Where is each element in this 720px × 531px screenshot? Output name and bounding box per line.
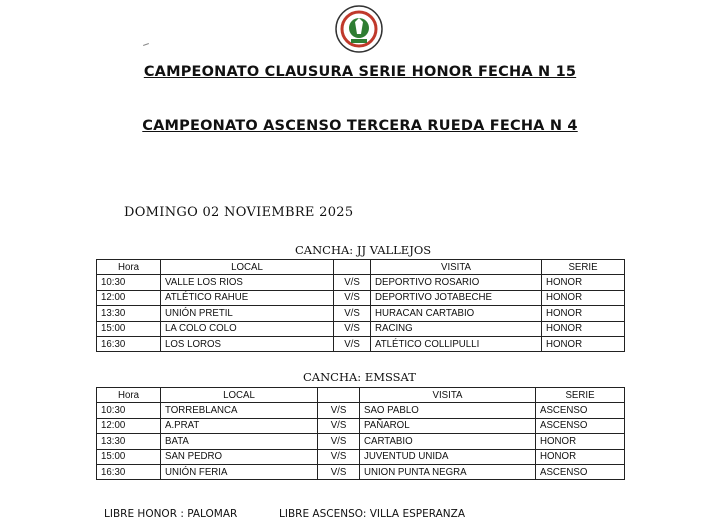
- table-row: [97, 434, 625, 449]
- header-hora: Hora: [97, 260, 161, 275]
- header-visita: VISITA: [360, 388, 536, 403]
- cell-hora: 10:30: [97, 403, 161, 418]
- cell-serie: HONOR: [536, 434, 625, 449]
- header-serie: SERIE: [542, 260, 625, 275]
- cell-serie: ASCENSO: [536, 464, 625, 479]
- cell-hora: 13:30: [97, 306, 161, 321]
- cell-visita: HURACAN CARTABIO: [371, 306, 542, 321]
- table-row: [97, 290, 625, 305]
- cell-vs: V/S: [318, 464, 360, 479]
- fixture-table-jj-vallejos: [96, 259, 625, 352]
- cell-local: VALLE LOS RIOS: [161, 275, 334, 290]
- cell-local: ATLÉTICO RAHUE: [161, 290, 334, 305]
- cell-vs: V/S: [318, 418, 360, 433]
- cell-hora: 12:00: [97, 418, 161, 433]
- cell-visita: CARTABIO: [360, 434, 536, 449]
- fixture-table-emssat: [96, 387, 625, 480]
- table-header-row: [97, 388, 625, 403]
- cell-local: SAN PEDRO: [161, 449, 318, 464]
- table-row: [97, 306, 625, 321]
- cell-vs: V/S: [334, 321, 371, 336]
- cancha-emssat: CANCHA: EMSSAT: [303, 370, 416, 384]
- cell-serie: ASCENSO: [536, 418, 625, 433]
- table-row: [97, 418, 625, 433]
- cell-visita: PAÑAROL: [360, 418, 536, 433]
- cell-local: UNIÓN FERIA: [161, 464, 318, 479]
- cell-local: LOS LOROS: [161, 336, 334, 351]
- libre-ascenso: LIBRE ASCENSO: VILLA ESPERANZA: [279, 508, 465, 520]
- cell-local: A.PRAT: [161, 418, 318, 433]
- cell-hora: 13:30: [97, 434, 161, 449]
- libre-honor: LIBRE HONOR : PALOMAR: [104, 508, 238, 520]
- header-visita: VISITA: [371, 260, 542, 275]
- header-hora: Hora: [97, 388, 161, 403]
- cell-visita: RACING: [371, 321, 542, 336]
- cell-hora: 10:30: [97, 275, 161, 290]
- cell-local: LA COLO COLO: [161, 321, 334, 336]
- cell-vs: V/S: [318, 449, 360, 464]
- cell-vs: V/S: [334, 275, 371, 290]
- title-ascenso: CAMPEONATO ASCENSO TERCERA RUEDA FECHA N 4: [142, 118, 578, 134]
- header-vs-blank: [334, 260, 371, 275]
- table-row: [97, 336, 625, 351]
- table-header-row: [97, 260, 625, 275]
- cell-hora: 15:00: [97, 321, 161, 336]
- cell-serie: ASCENSO: [536, 403, 625, 418]
- header-serie: SERIE: [536, 388, 625, 403]
- cell-serie: HONOR: [536, 449, 625, 464]
- table-row: [97, 321, 625, 336]
- cell-visita: UNION PUNTA NEGRA: [360, 464, 536, 479]
- cell-serie: HONOR: [542, 275, 625, 290]
- cell-visita: DEPORTIVO JOTABECHE: [371, 290, 542, 305]
- cell-vs: V/S: [334, 290, 371, 305]
- association-logo: [334, 4, 384, 54]
- cell-vs: V/S: [318, 403, 360, 418]
- title-clausura: CAMPEONATO CLAUSURA SERIE HONOR FECHA N 15: [143, 64, 577, 80]
- cell-hora: 16:30: [97, 464, 161, 479]
- cell-local: TORREBLANCA: [161, 403, 318, 418]
- header-local: LOCAL: [161, 388, 318, 403]
- match-date: DOMINGO 02 NOVIEMBRE 2025: [124, 205, 354, 220]
- header-vs-blank: [318, 388, 360, 403]
- cell-vs: V/S: [334, 306, 371, 321]
- cell-hora: 16:30: [97, 336, 161, 351]
- stray-mark: [143, 43, 149, 46]
- cell-visita: JUVENTUD UNIDA: [360, 449, 536, 464]
- cell-hora: 15:00: [97, 449, 161, 464]
- cell-local: UNIÓN PRETIL: [161, 306, 334, 321]
- header-local: LOCAL: [161, 260, 334, 275]
- cell-visita: DEPORTIVO ROSARIO: [371, 275, 542, 290]
- cell-visita: SAO PABLO: [360, 403, 536, 418]
- cell-serie: HONOR: [542, 321, 625, 336]
- table-row: [97, 464, 625, 479]
- cell-hora: 12:00: [97, 290, 161, 305]
- cell-vs: V/S: [318, 434, 360, 449]
- table-row: [97, 449, 625, 464]
- cell-local: BATA: [161, 434, 318, 449]
- cancha-jj-vallejos: CANCHA: JJ VALLEJOS: [295, 243, 432, 257]
- table-row: [97, 403, 625, 418]
- cell-serie: HONOR: [542, 290, 625, 305]
- cell-vs: V/S: [334, 336, 371, 351]
- cell-serie: HONOR: [542, 336, 625, 351]
- cell-serie: HONOR: [542, 306, 625, 321]
- table-row: [97, 275, 625, 290]
- cell-visita: ATLÉTICO COLLIPULLI: [371, 336, 542, 351]
